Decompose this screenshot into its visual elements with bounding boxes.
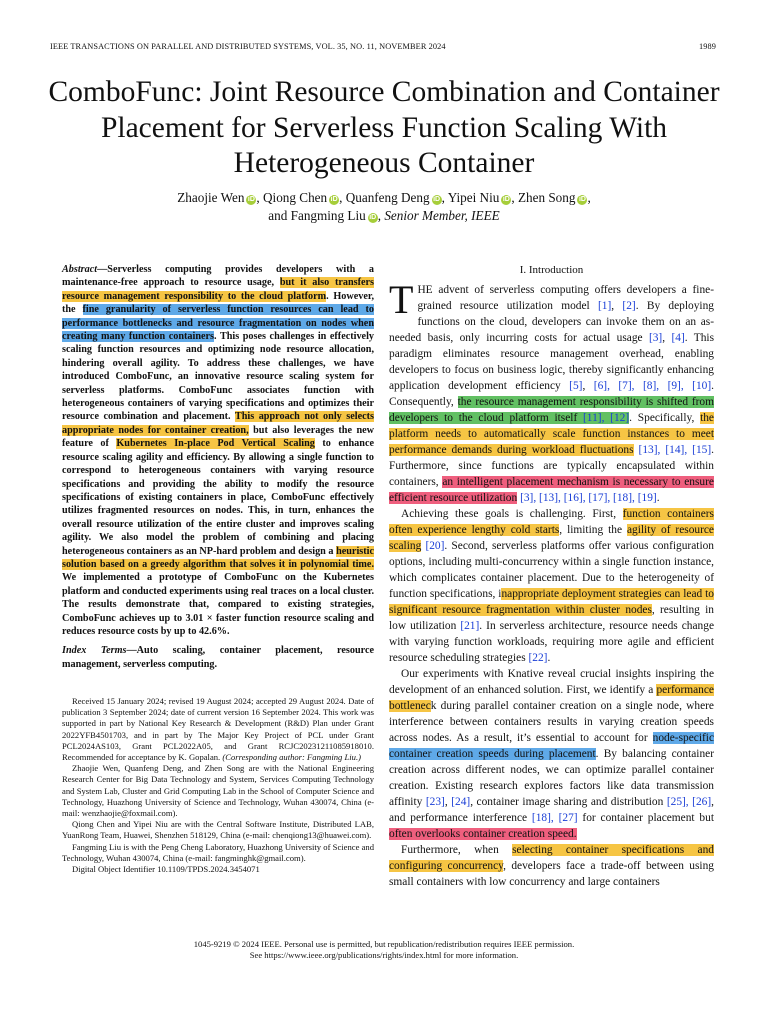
citation-link[interactable]: [5] [569,380,583,392]
citation-link[interactable]: [22] [528,652,548,664]
orcid-icon[interactable]: iD [433,196,441,203]
citation-link[interactable]: [18], [27] [531,812,578,824]
author-list [60,189,708,225]
introduction-text [389,277,715,890]
author-line-1: Zhaojie Wen iD , Qiong Chen iD , Quanfeng Deng iD , Yipei Niu iD , Zhen Song iD , [177,190,591,205]
highlight-yellow: but it also transfers resource management responsibility to the cloud platform [62,277,375,302]
orcid-icon[interactable]: iD [330,196,338,203]
highlight-yellow: heuristic solution based on a greedy algorithm that solves it in polynomial time. [62,545,374,570]
citation-link[interactable]: [23] [425,796,445,808]
index-terms-label: Index Terms [62,645,127,657]
section-heading: I. Introduction [519,264,584,276]
author-name: Yipei Niu [447,190,500,205]
highlight-yellow: agility of resource scaling [389,524,714,552]
footnote-block [62,696,374,875]
citation-link[interactable]: [20] [425,540,445,552]
intro-paragraph-1: THE advent of serverless computing offers developers a fine-grained resource utilization model [1], [2]. By deploying functions on the cloud, developers can invoke them on an as-needed basis, only incurring costs for actual usage [3], [4]. This paradigm eliminates resource management overhead, enabling developers to focus on business logic, thereby significantly enhancing application development efficiency [5], [6], [7], [8], [9], [10]. Consequently, the resource management responsibility is shifted from developers to the cloud platform itself [11], [12]. Specifically, the platform needs to automatically scale function instances to meet performance demands during workload fluctuations [13], [14], [15]. Furthermore, since functions are typically encapsulated within containers, an intelligent placement mechanism is necessary to ensure efficient resource utilization [3], [13], [16], [17], [18], [19]. [389,277,714,504]
journal-name: IEEE TRANSACTIONS ON PARALLEL AND DISTRIBUTED SYSTEMS, VOL. 35, NO. 11, NOVEMBER 2024 [50,42,446,51]
highlight-yellow: nappropriate deployment strategies can lead to significant resource fragmentation within cluster nodes [389,588,715,616]
highlight-pink: an intelligent placement mechanism is necessary to ensure efficient resource utilization [389,476,714,504]
citation-link[interactable]: [3] [648,332,663,344]
citation-link[interactable]: [25], [26] [666,796,712,808]
citation-link[interactable]: [24] [451,796,471,808]
copyright-notice [40,939,728,961]
paper-title: ComboFunc: Joint Resource Combination and Container Placement for Serverless Function Scaling With Heterogeneous Container [48,76,720,179]
orcid-icon[interactable]: iD [247,196,255,203]
orcid-icon[interactable]: iD [369,214,377,221]
orcid-icon[interactable]: iD [578,196,586,203]
orcid-icon[interactable]: iD [502,196,510,203]
citation-link[interactable]: [2] [622,300,636,312]
author-name: Zhaojie Wen [177,190,245,205]
intro-paragraph-3: Our experiments with Knative reveal crucial insights inspiring the development of an enhanced solution. First, we identify a performance bottleneck during parallel container creation on a single node, where interference between containers results in varying creation speeds across nodes. As a result, it’s essential to account for node-specific container creation speeds during placement. By balancing container creation across different nodes, we can optimize parallel container creation. Existing research explores factors like data transmission affinity [23], [24], container image sharing and distribution [25], [26], and performance interference [18], [27] for container placement but often overlooks container creation speed. [389,668,715,840]
left-column [62,263,374,671]
highlight-blue: fine granularity of serverless function resources can lead to performance bottlenecks and resource fragmentation on nodes when creating many function containers [62,304,374,343]
highlight-yellow: performance bottlenec [389,684,714,712]
author-name: and Fangming Liu [268,208,366,223]
citation-link[interactable]: [21] [460,620,480,632]
page-number: 1989 [699,42,716,51]
author-member-title: Senior Member, IEEE [384,208,500,223]
highlight-yellow: function containers often experience lengthy cold starts [389,508,714,536]
author-name: Quanfeng Deng [345,190,430,205]
citation-link[interactable]: [11], [12] [583,412,630,424]
highlight-yellow: the platform needs to automatically scale function instances to meet performance demands during workload fluctuations [389,412,714,456]
highlight-yellow: Kubernetes In-place Pod Vertical Scaling [116,438,315,450]
footnote-affiliation: Fangming Liu is with the Peng Cheng Laboratory, Huazhong University of Science and Technology, Wuhan 430074, China (e-mail: fangminghk@gmail.com). [62,841,374,863]
rights-url[interactable]: See https://www.ieee.org/publications/rights/index.html for more information. [249,950,519,960]
citation-link[interactable]: [6], [7], [8], [9], [10] [593,380,712,392]
footnote-dates: Received 15 January 2024; revised 19 August 2024; accepted 29 August 2024. Date of publication 3 September 2024; date of current version 16 September 2024. This work was supported in part by National Key Research & Development (R&D) Plan under Grant 2022YFB4501703, and in part by The Major Key Project of PCL under Grant PCL2024AS103, Grant PCL2022A05, and Grant RCJC20231211085918010. Recommended for acceptance by K. Gopalan. (Corresponding author: Fangming Liu.) [62,696,374,763]
abstract-label: Abstract [62,264,98,275]
highlight-yellow: selecting container specifications and configuring concurrency [389,844,715,872]
intro-paragraph-2: Achieving these goals is challenging. First, function containers often experience lengthy cold starts, limiting the agility of resource scaling [20]. Second, serverless platforms offer various configuration options, including multi-concurrency within a single function instance, which complicates container placement. Due to the heterogeneity of function specifications, inappropriate deployment strategies can lead to significant resource fragmentation within cluster nodes, resulting in low utilization [21]. In serverless architecture, resource needs change with varying function workloads, requiring more agile and efficient resource scheduling strategies [22]. [389,508,715,664]
highlight-pink: often overlooks container creation speed. [389,828,577,840]
citation-link[interactable]: [3], [13], [16], [17], [18], [19] [520,492,657,504]
footnote-doi: Digital Object Identifier 10.1109/TPDS.2024.3454071 [72,864,260,875]
footnote-affiliation: Zhaojie Wen, Quanfeng Deng, and Zhen Song are with the National Engineering Research Center for Big Data Technology and System, Services Computing Technology and System Lab, Cluster and Grid Computing Lab in the School of Computer Science and Technology, Huazhong University of Science and Technology, Wuhan 430074, China (e-mail: wenzhaojie@foxmail.com). [62,763,374,819]
right-column [389,263,714,890]
citation-link[interactable]: [4] [671,332,685,344]
running-head [50,42,716,54]
highlight-blue: node-specific container creation speeds during placement [389,732,714,760]
citation-link[interactable]: [1] [597,300,612,312]
footnote-affiliation: Qiong Chen and Yipei Niu are with the Central Software Institute, Distributed LAB, YuanRong Team, Huawei, Shenzhen 518129, China (e-mail: chenqiong13@huawei.com). [62,819,374,841]
copyright-line: 1045-9219 © 2024 IEEE. Personal use is permitted, but republication/redistribution requires IEEE permission. [193,939,575,949]
drop-cap: T [389,277,414,322]
intro-paragraph-4: Furthermore, when selecting container specifications and configuring concurrency, developers face a trade-off between using small containers with low concurrency and large containers [389,844,715,888]
highlight-green: the resource management responsibility is shifted from developers to the cloud platform itself [11], [12] [389,396,714,424]
author-line-2: and Fangming Liu iD , Senior Member, IEEE [268,208,500,223]
highlight-yellow: This approach not only selects appropriate nodes for container creation, [62,411,374,436]
abstract: Abstract—Serverless computing provides developers with a maintenance-free approach to resource usage, but it also transfers resource management responsibility to the cloud platform. However, the fine granularity of serverless function resources can lead to performance bottlenecks and resource fragmentation on nodes when creating many function containers. This poses challenges in effectively scaling function resources and optimizing node resource allocation, hindering overall agility. To address these challenges, we have introduced ComboFunc, an innovative resource scaling system for serverless platforms. ComboFunc associates function with heterogeneous containers of varying specifications and optimizes their resource combination and placement. This approach not only selects appropriate nodes for container creation, but also leverages the new feature of Kubernetes In-place Pod Vertical Scaling to enhance resource scaling agility and efficiency. By allowing a single function to correspond to heterogeneous containers with varying resource specifications and providing the ability to modify the resource specifications of existing containers in place, ComboFunc effectively utilizes fragmented resources on nodes. This, in turn, enhances the overall resource utilization of the entire cluster and improves scaling agility. We also model the problem of combining and placing heterogeneous containers as an NP-hard problem and design a heuristic solution based on a greedy algorithm that solves it in polynomial time. We implemented a prototype of ComboFunc on the Kubernetes platform and conducted experiments using real traces on a local cluster. The results demonstrate that, compared to existing strategies, ComboFunc achieves up to 3.01 × faster function resource scaling and reduces resource costs by up to 42.6%. [62,264,375,637]
index-terms: Index Terms—Auto scaling, container placement, resource management, serverless computing. [62,645,374,670]
author-name: Zhen Song [517,190,576,205]
author-name: Qiong Chen [263,190,328,205]
citation-link[interactable]: [13], [14], [15] [638,444,712,456]
